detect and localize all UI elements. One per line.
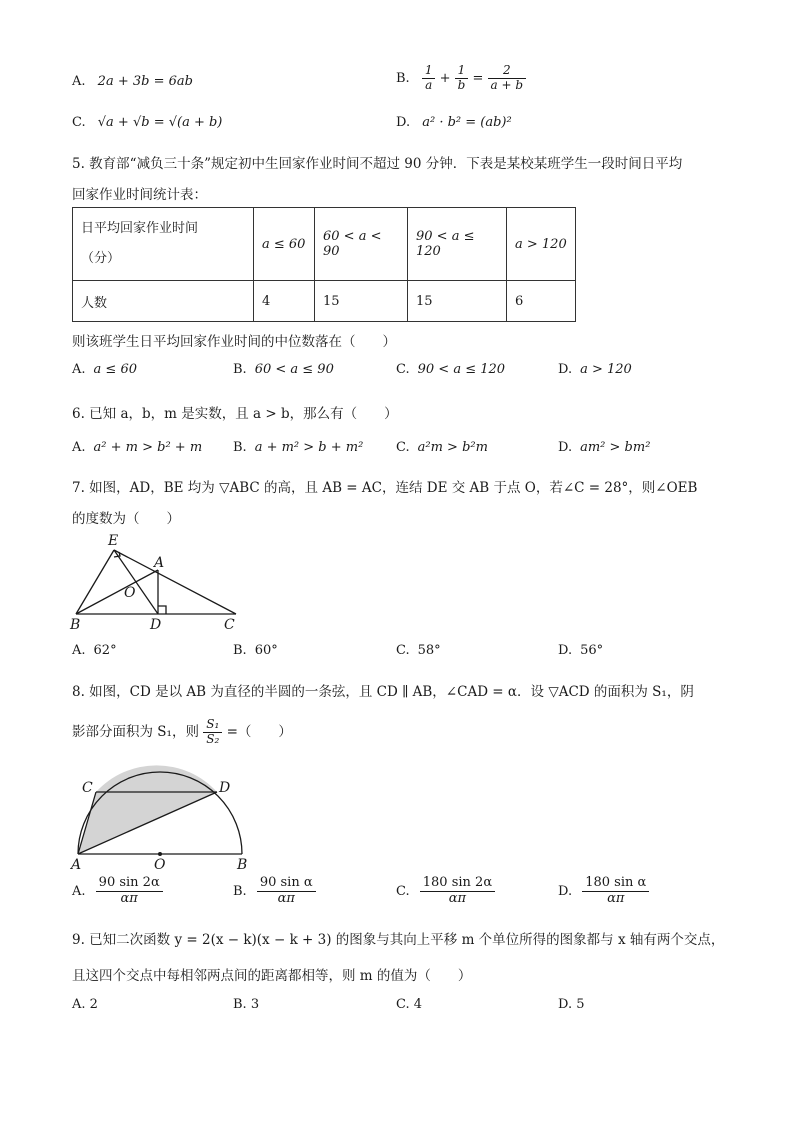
option-text: √a + √b = √(a + b) [97,115,223,130]
q7-option-b[interactable] [233,643,278,658]
option-text: 62° [93,643,117,658]
table-row [73,208,576,281]
option-text: 3 [250,997,260,1012]
option-text: 60 < a ≤ 90 [254,362,334,377]
point-label-b: B [70,617,81,632]
q9-stem-line2: 且这四个交点中每相邻两点间的距离都相等，则 m 的值为（ ） [72,968,472,984]
option-label: D. [558,997,573,1012]
table-cell: 15 [408,281,507,322]
right-angle-mark-d [158,606,166,614]
option-text: 58° [417,643,441,658]
q4-option-d[interactable] [396,115,512,130]
option-fraction: $\frac{\text{90 sin α}}{\alpha\pi}$ [257,876,316,907]
point-label-a: A [154,555,165,571]
q5-option-d[interactable] [558,362,632,377]
option-fraction: $\frac{\text{180 sin α}}{\alpha\pi}$ [582,876,649,907]
point-label-d: D [219,780,231,796]
ratio-s1-over-s2: $\frac{\text{S₁}}{\text{S₂}}$ [203,718,222,747]
q7-option-c[interactable] [396,643,441,658]
option-label: D. [558,362,573,377]
q6-option-d[interactable] [558,440,650,455]
q7-triangle-figure [66,530,256,632]
option-label: C. [396,997,410,1012]
q5-option-b[interactable] [233,362,334,377]
option-label: B. [233,883,247,899]
option-text: 4 [413,997,423,1012]
q8-option-d[interactable] [558,876,649,907]
option-text: 2a + 3b = 6ab [97,74,193,89]
option-text: a ≤ 60 [93,362,137,377]
q9-option-c[interactable] [396,997,422,1012]
q8-stem-line2 [72,718,292,747]
segment-ba [76,570,158,614]
q6-option-b[interactable] [233,440,363,455]
q9-option-d[interactable] [558,997,585,1012]
center-point-o [158,852,162,856]
q6-option-a[interactable] [72,440,202,455]
option-label: C. [396,643,410,658]
option-text: 2 [89,997,98,1012]
option-text: 5 [576,997,585,1012]
option-text: 90 < a ≤ 120 [417,362,506,377]
option-fraction: $\frac{90 \sin 2\alpha}{\alpha\pi}$ [96,876,163,907]
header-label-line1: 日平均回家作业时间 [81,221,199,236]
table-cell: 6 [507,281,576,322]
point-label-d: D [150,617,162,632]
q4-option-a[interactable] [72,74,193,89]
q4-option-b[interactable] [396,64,526,93]
point-label-a: A [71,857,82,872]
q9-option-b[interactable] [233,997,259,1012]
option-label: D. [396,115,411,130]
q5-option-a[interactable] [72,362,137,377]
option-text: a + m² > b + m² [254,440,364,455]
q9-stem-line1: 9. 已知二次函数 y = 2(x − k)(x − k + 3) 的图象与其向上平移 m 个单位所得的图象都与 x 轴有两个交点， [72,932,725,948]
shaded-segment [96,765,217,792]
point-label-c: C [224,617,235,632]
fraction-1-over-b: $\frac{1}{b}$ [455,64,469,93]
q8-semicircle-figure [66,762,266,872]
option-text: a > 120 [580,362,632,377]
table-row [73,281,576,322]
stem-text: =（ ） [226,723,292,740]
equals-sign: = [472,70,484,86]
option-label: A. [72,643,86,658]
option-label: A. [72,440,86,455]
option-label: A. [72,362,86,377]
q7-stem-line2: 的度数为（ ） [72,511,180,527]
q9-option-a[interactable] [72,997,98,1012]
option-label: C. [396,362,410,377]
option-label: C. [72,115,86,130]
option-label: C. [396,883,410,899]
q8-option-c[interactable] [396,876,495,907]
q8-option-b[interactable] [233,876,316,907]
segment-ed [114,550,158,614]
segment-ec [114,550,236,614]
table-cell: 4 [254,281,315,322]
q7-option-d[interactable] [558,643,603,658]
q4-option-c[interactable] [72,115,222,130]
q8-option-a[interactable] [72,876,163,907]
option-text: 56° [580,643,604,658]
option-label: B. [233,362,247,377]
q5-stem-line1: 5. 教育部“减负三十条”规定初中生回家作业时间不超过 90 分钟．下表是某校某班学生一段时间日平均 [72,156,683,172]
option-label: D. [558,883,573,899]
option-label: D. [558,440,573,455]
q5-question: 则该班学生日平均回家作业时间的中位数落在（ ） [72,334,396,350]
option-text: 60° [254,643,278,658]
option-text: a²m > b²m [417,440,488,455]
fraction-2-over-a-plus-b: $\frac{2}{a + b}$ [488,64,527,93]
option-text: a² · b² = (ab)² [422,115,512,130]
option-label: A. [72,997,86,1012]
table-header-label [73,208,254,281]
point-label-c: C [82,780,93,796]
plus-sign: + [439,70,451,86]
option-label: A. [72,74,86,89]
point-label-o: O [154,857,166,872]
table-header-cell: a > 120 [507,208,576,281]
q8-stem-line1: 8. 如图，CD 是以 AB 为直径的半圆的一条弦，且 CD ∥ AB，∠CAD = α．设 ▽ACD 的面积为 S₁，阴 [72,684,694,700]
option-label: B. [233,997,247,1012]
option-label: A. [72,883,86,899]
q7-option-a[interactable] [72,643,117,658]
table-header-cell: a ≤ 60 [254,208,315,281]
option-label: B. [396,70,410,86]
header-label-line2: （分） [81,251,121,266]
q5-stem-line2: 回家作业时间统计表： [72,187,207,203]
option-label: D. [558,643,573,658]
fraction-1-over-a: $\frac{1}{a}$ [422,64,436,93]
table-cell: 15 [315,281,408,322]
option-label: C. [396,440,410,455]
option-label: B. [233,440,247,455]
q6-stem: 6. 已知 a，b，m 是实数，且 a > b，那么有（ ） [72,406,398,422]
option-text: am² > bm² [580,440,651,455]
table-row-label: 人数 [73,281,254,322]
option-label: B. [233,643,247,658]
q6-option-c[interactable] [396,440,488,455]
table-header-cell: 90 < a ≤ 120 [408,208,507,281]
stem-text: 影部分面积为 S₁，则 [72,723,199,740]
point-label-o: O [124,585,136,601]
option-fraction: $\frac{180 \sin 2\alpha}{\alpha\pi}$ [420,876,495,907]
q5-option-c[interactable] [396,362,505,377]
q7-stem-line1: 7. 如图，AD，BE 均为 ▽ABC 的高，且 AB = AC，连结 DE 交 AB 于点 O，若∠C = 28°，则∠OEB [72,480,698,496]
option-text: a² + m > b² + m [93,440,203,455]
point-label-b: B [237,857,248,872]
table-header-cell: 60 < a < 90 [315,208,408,281]
point-label-e: E [108,533,119,549]
homework-time-table [72,207,576,322]
